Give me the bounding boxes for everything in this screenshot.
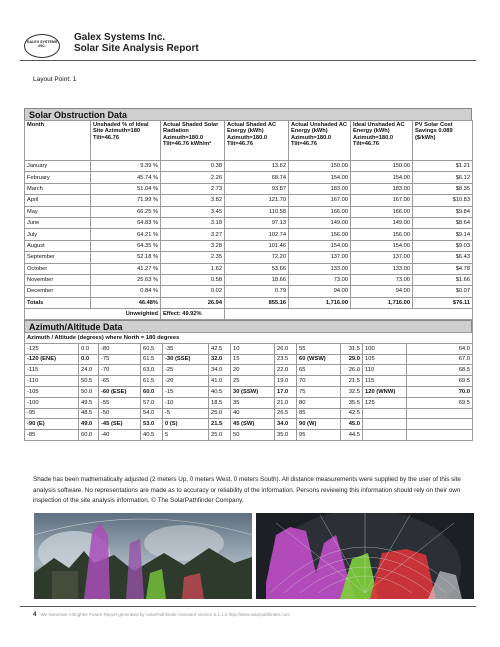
month-cell: October [25, 263, 91, 274]
azimuth-cell: -70 [99, 365, 141, 376]
value-cell: 3.27 [161, 229, 225, 240]
altitude-cell: 50.0 [79, 386, 99, 397]
azimuth-row [25, 386, 473, 397]
altitude-cell: 69.5 [407, 376, 473, 387]
sky-photo-left-art [34, 513, 252, 599]
value-cell: $9.84 [413, 206, 473, 217]
azimuth-cell: 120 (WNW) [363, 386, 407, 397]
value-cell: 154.00 [351, 240, 413, 251]
azimuth-cell: -35 [163, 343, 209, 354]
value-cell: $1.66 [413, 274, 473, 285]
altitude-cell: 35.0 [275, 430, 297, 441]
altitude-cell: 32.0 [209, 354, 231, 365]
month-row [25, 161, 473, 172]
sky-photo-right-art [256, 513, 474, 599]
value-cell: 3.28 [161, 240, 225, 251]
azimuth-subtitle: Azimuth / Altitude (degrees) where North = 180 degrees [25, 333, 473, 344]
altitude-cell: 26.0 [275, 343, 297, 354]
altitude-cell: 32.5 [341, 386, 363, 397]
azimuth-cell: -75 [99, 354, 141, 365]
value-cell: $8.64 [413, 217, 473, 228]
azimuth-cell: -50 [99, 408, 141, 419]
value-cell: $8.35 [413, 183, 473, 194]
value-cell: 94.00 [351, 286, 413, 297]
totals-label: Totals [25, 297, 91, 308]
month-cell: August [25, 240, 91, 251]
value-cell: 72.20 [225, 252, 289, 263]
azimuth-table [24, 332, 473, 441]
azimuth-cell: -60 (ESE) [99, 386, 141, 397]
value-cell: 93.87 [225, 183, 289, 194]
azimuth-cell: 15 [231, 354, 275, 365]
value-cell: 13.62 [225, 161, 289, 172]
altitude-cell: 22.0 [275, 365, 297, 376]
azimuth-row [25, 430, 473, 441]
azimuth-cell: 40 [231, 408, 275, 419]
azimuth-cell: -105 [25, 386, 79, 397]
altitude-cell: 70.0 [407, 386, 473, 397]
obstruction-section-title: Solar Obstruction Data [24, 108, 472, 121]
value-cell: 167.00 [289, 195, 351, 206]
azimuth-cell: -110 [25, 376, 79, 387]
month-row [25, 229, 473, 240]
col-header: Month [25, 121, 91, 161]
altitude-cell: 48.5 [79, 408, 99, 419]
value-cell: 0.38 [161, 161, 225, 172]
azimuth-cell: -90 (E) [25, 419, 79, 430]
altitude-cell: 60.0 [141, 386, 163, 397]
azimuth-cell: -85 [25, 430, 79, 441]
month-cell: March [25, 183, 91, 194]
value-cell: 183.00 [351, 183, 413, 194]
month-cell: December [25, 286, 91, 297]
value-cell: 149.00 [351, 217, 413, 228]
value-cell: 64.35 % [91, 240, 161, 251]
azimuth-cell: 90 (W) [297, 419, 341, 430]
altitude-cell: 25.0 [209, 430, 231, 441]
totals-row [25, 297, 473, 308]
value-cell: 154.00 [289, 240, 351, 251]
value-cell: 9.39 % [91, 161, 161, 172]
azimuth-cell: 85 [297, 408, 341, 419]
value-cell: 2.73 [161, 183, 225, 194]
azimuth-cell: -25 [163, 365, 209, 376]
empty-cell [225, 309, 473, 320]
value-cell: 156.00 [351, 229, 413, 240]
month-row [25, 195, 473, 206]
value-cell: 133.00 [289, 263, 351, 274]
report-title: Solar Site Analysis Report [74, 43, 199, 54]
azimuth-cell: -55 [99, 397, 141, 408]
azimuth-cell: -95 [25, 408, 79, 419]
azimuth-cell: -5 [163, 408, 209, 419]
azimuth-cell: 60 (WSW) [297, 354, 341, 365]
azimuth-cell: 115 [363, 376, 407, 387]
value-cell: 97.13 [225, 217, 289, 228]
altitude-cell: 68.5 [407, 365, 473, 376]
value-cell: 3.82 [161, 195, 225, 206]
value-cell: 0.02 [161, 286, 225, 297]
altitude-cell: 60.5 [141, 343, 163, 354]
month-row [25, 274, 473, 285]
value-cell: 3.18 [161, 217, 225, 228]
altitude-cell: 35.5 [341, 397, 363, 408]
value-cell: 167.00 [351, 195, 413, 206]
azimuth-subtitle-row [25, 333, 473, 344]
altitude-cell: 18.5 [209, 397, 231, 408]
layout-point: Layout Point: 1 [33, 76, 77, 83]
altitude-cell: 57.0 [141, 397, 163, 408]
azimuth-row [25, 376, 473, 387]
value-cell: 2.35 [161, 252, 225, 263]
altitude-cell: 25.0 [209, 408, 231, 419]
value-cell: 64.21 % [91, 229, 161, 240]
value-cell: 150.00 [351, 161, 413, 172]
azimuth-cell: 20 [231, 365, 275, 376]
footer-divider [20, 606, 476, 607]
value-cell: 73.00 [289, 274, 351, 285]
altitude-cell: 0.0 [79, 343, 99, 354]
altitude-cell: 40.5 [209, 386, 231, 397]
azimuth-cell: 70 [297, 376, 341, 387]
altitude-cell: 26.5 [275, 408, 297, 419]
azimuth-cell: -20 [163, 376, 209, 387]
value-cell: 121.70 [225, 195, 289, 206]
altitude-cell: 19.0 [275, 376, 297, 387]
col-header: Actual Shaded AC Energy (kWh) Azimuth=180.0 Tilt=46.76 [225, 121, 289, 161]
month-row [25, 183, 473, 194]
value-cell: 45.74 % [91, 172, 161, 183]
azimuth-cell: -120 (ENE) [25, 354, 79, 365]
azimuth-row [25, 397, 473, 408]
totals-cell: 26.94 [161, 297, 225, 308]
azimuth-cell: -30 (SSE) [163, 354, 209, 365]
value-cell: 94.00 [289, 286, 351, 297]
altitude-cell: 64.0 [407, 343, 473, 354]
value-cell: 71.99 % [91, 195, 161, 206]
value-cell: 150.00 [289, 161, 351, 172]
altitude-cell: 21.5 [341, 376, 363, 387]
azimuth-cell: 65 [297, 365, 341, 376]
altitude-cell: 23.5 [275, 354, 297, 365]
azimuth-section-title: Azimuth/Altitude Data [24, 320, 472, 333]
azimuth-cell: -115 [25, 365, 79, 376]
month-row [25, 206, 473, 217]
altitude-cell: 24.0 [79, 365, 99, 376]
altitude-cell: 42.5 [209, 343, 231, 354]
month-cell: January [25, 161, 91, 172]
altitude-cell: 34.0 [209, 365, 231, 376]
altitude-cell [407, 430, 473, 441]
azimuth-cell: -100 [25, 397, 79, 408]
obstruction-table [24, 120, 473, 332]
col-header: PV Solar Cost Savings 0.089 ($/kWh) [413, 121, 473, 161]
azimuth-cell: 105 [363, 354, 407, 365]
azimuth-cell: 125 [363, 397, 407, 408]
azimuth-row [25, 343, 473, 354]
value-cell: $6.43 [413, 252, 473, 263]
value-cell: 137.00 [289, 252, 351, 263]
azimuth-cell: 50 [231, 430, 275, 441]
altitude-cell: 45.0 [341, 419, 363, 430]
col-header: Actual Unshaded AC Energy (kWh) Azimuth=180.0 Tilt=46.76 [289, 121, 351, 161]
azimuth-cell: -125 [25, 343, 79, 354]
logo-text: GALEX SYSTEMS INC. [26, 40, 58, 49]
value-cell: 166.00 [289, 206, 351, 217]
page-number: 4 [33, 612, 37, 618]
altitude-cell: 49.5 [79, 397, 99, 408]
value-cell: 68.74 [225, 172, 289, 183]
value-cell: 1.62 [161, 263, 225, 274]
azimuth-cell: 75 [297, 386, 341, 397]
value-cell: $0.07 [413, 286, 473, 297]
header-divider [20, 60, 476, 61]
month-row [25, 263, 473, 274]
shade-adjustment-note: Shade has been mathematically adjusted (2 meters Up, 0 meters West, 0 meters South). All distance measurements were supplied by the user of this site analysis software. No representations are made as to accuracy or reliability of the information. Persons reviewing this information should rely on their own inspection of the site analysis information. © The SolarPathfinder Company. [33, 476, 461, 504]
footer [33, 612, 290, 618]
altitude-cell: 63.0 [141, 365, 163, 376]
value-cell: 53.66 [225, 263, 289, 274]
value-cell: 110.58 [225, 206, 289, 217]
month-row [25, 172, 473, 183]
azimuth-row [25, 408, 473, 419]
totals-cell: 1,716.00 [289, 297, 351, 308]
altitude-cell: 31.5 [341, 343, 363, 354]
azimuth-cell: 30 (SSW) [231, 386, 275, 397]
sky-photo-right [256, 513, 474, 599]
value-cell: $1.21 [413, 161, 473, 172]
totals-cell: 855.16 [225, 297, 289, 308]
value-cell: 52.18 % [91, 252, 161, 263]
azimuth-row [25, 419, 473, 430]
value-cell: $9.03 [413, 240, 473, 251]
value-cell: 18.66 [225, 274, 289, 285]
company-name: Galex Systems Inc. [74, 32, 166, 43]
altitude-cell [407, 419, 473, 430]
azimuth-cell: 55 [297, 343, 341, 354]
value-cell: 133.00 [351, 263, 413, 274]
azimuth-cell: 110 [363, 365, 407, 376]
altitude-cell [407, 408, 473, 419]
month-row [25, 240, 473, 251]
value-cell: 183.00 [289, 183, 351, 194]
altitude-cell: 49.0 [79, 419, 99, 430]
azimuth-cell: 45 (SW) [231, 419, 275, 430]
value-cell: 64.83 % [91, 217, 161, 228]
value-cell: 137.00 [351, 252, 413, 263]
altitude-cell: 21.5 [209, 419, 231, 430]
month-cell: February [25, 172, 91, 183]
value-cell: 0.84 % [91, 286, 161, 297]
value-cell: 149.00 [289, 217, 351, 228]
value-cell: 154.00 [289, 172, 351, 183]
azimuth-cell: -45 (SE) [99, 419, 141, 430]
azimuth-row [25, 354, 473, 365]
azimuth-cell: -10 [163, 397, 209, 408]
value-cell: 102.74 [225, 229, 289, 240]
month-row [25, 217, 473, 228]
totals-cell: 46.48% [91, 297, 161, 308]
value-cell: 51.04 % [91, 183, 161, 194]
value-cell: 0.58 [161, 274, 225, 285]
totals-cell: $76.11 [413, 297, 473, 308]
month-cell: May [25, 206, 91, 217]
value-cell: 66.25 % [91, 206, 161, 217]
azimuth-cell [363, 419, 407, 430]
altitude-cell: 67.0 [407, 354, 473, 365]
altitude-cell: 42.5 [341, 408, 363, 419]
azimuth-cell: 5 [163, 430, 209, 441]
azimuth-cell: -80 [99, 343, 141, 354]
altitude-cell: 44.5 [341, 430, 363, 441]
altitude-cell: 53.0 [141, 419, 163, 430]
altitude-cell: 54.0 [141, 408, 163, 419]
azimuth-cell: 10 [231, 343, 275, 354]
azimuth-row [25, 365, 473, 376]
month-cell: April [25, 195, 91, 206]
value-cell: 0.79 [225, 286, 289, 297]
altitude-cell: 61.5 [141, 376, 163, 387]
value-cell: $9.14 [413, 229, 473, 240]
month-cell: November [25, 274, 91, 285]
value-cell: 2.26 [161, 172, 225, 183]
totals-cell: 1,716.00 [351, 297, 413, 308]
altitude-cell: 34.0 [275, 419, 297, 430]
azimuth-cell: -65 [99, 376, 141, 387]
azimuth-cell: 35 [231, 397, 275, 408]
value-cell: $10.83 [413, 195, 473, 206]
azimuth-cell: -15 [163, 386, 209, 397]
col-header: Ideal Unshaded AC Energy (kWh) Azimuth=180.0 Tilt=46.76 [351, 121, 413, 161]
value-cell: 73.00 [351, 274, 413, 285]
azimuth-cell [363, 408, 407, 419]
unweighted-row [25, 309, 473, 320]
altitude-cell: 21.0 [275, 397, 297, 408]
altitude-cell: 26.0 [341, 365, 363, 376]
unweighted-value: Effect: 49.92% [161, 309, 225, 320]
azimuth-cell [363, 430, 407, 441]
unweighted-label: Unweighted [25, 309, 161, 320]
col-header: Actual Shaded Solar Radiation Azimuth=180.0 Tilt=46.76 kWh/m² [161, 121, 225, 161]
azimuth-cell: 100 [363, 343, 407, 354]
value-cell: 154.00 [351, 172, 413, 183]
value-cell: 41.27 % [91, 263, 161, 274]
sky-photo-left [34, 513, 252, 599]
altitude-cell: 40.5 [141, 430, 163, 441]
value-cell: 25.63 % [91, 274, 161, 285]
azimuth-cell: -40 [99, 430, 141, 441]
altitude-cell: 61.5 [141, 354, 163, 365]
obstruction-header-row [25, 121, 473, 161]
azimuth-cell: 80 [297, 397, 341, 408]
altitude-cell: 0.0 [79, 354, 99, 365]
col-header: Unshaded % of Ideal Site Azimuth=180 Tilt=46.76 [91, 121, 161, 161]
azimuth-cell: 25 [231, 376, 275, 387]
altitude-cell: 17.0 [275, 386, 297, 397]
azimuth-cell: 95 [297, 430, 341, 441]
month-row [25, 252, 473, 263]
altitude-cell: 69.5 [407, 397, 473, 408]
altitude-cell: 29.0 [341, 354, 363, 365]
month-row [25, 286, 473, 297]
company-logo [24, 34, 60, 58]
month-cell: September [25, 252, 91, 263]
value-cell: $4.78 [413, 263, 473, 274]
altitude-cell: 50.5 [79, 376, 99, 387]
value-cell: 166.00 [351, 206, 413, 217]
month-cell: July [25, 229, 91, 240]
value-cell: $6.12 [413, 172, 473, 183]
altitude-cell: 41.0 [209, 376, 231, 387]
value-cell: 101.46 [225, 240, 289, 251]
value-cell: 3.45 [161, 206, 225, 217]
azimuth-cell: 0 (S) [163, 419, 209, 430]
month-cell: June [25, 217, 91, 228]
value-cell: 156.00 [289, 229, 351, 240]
footer-text: We Generate A Brighter Future Report generated by SolarPathfinder Assistant Version 5.1.1.0 http://www.solarpathfinder.com [40, 612, 290, 617]
altitude-cell: 60.0 [79, 430, 99, 441]
